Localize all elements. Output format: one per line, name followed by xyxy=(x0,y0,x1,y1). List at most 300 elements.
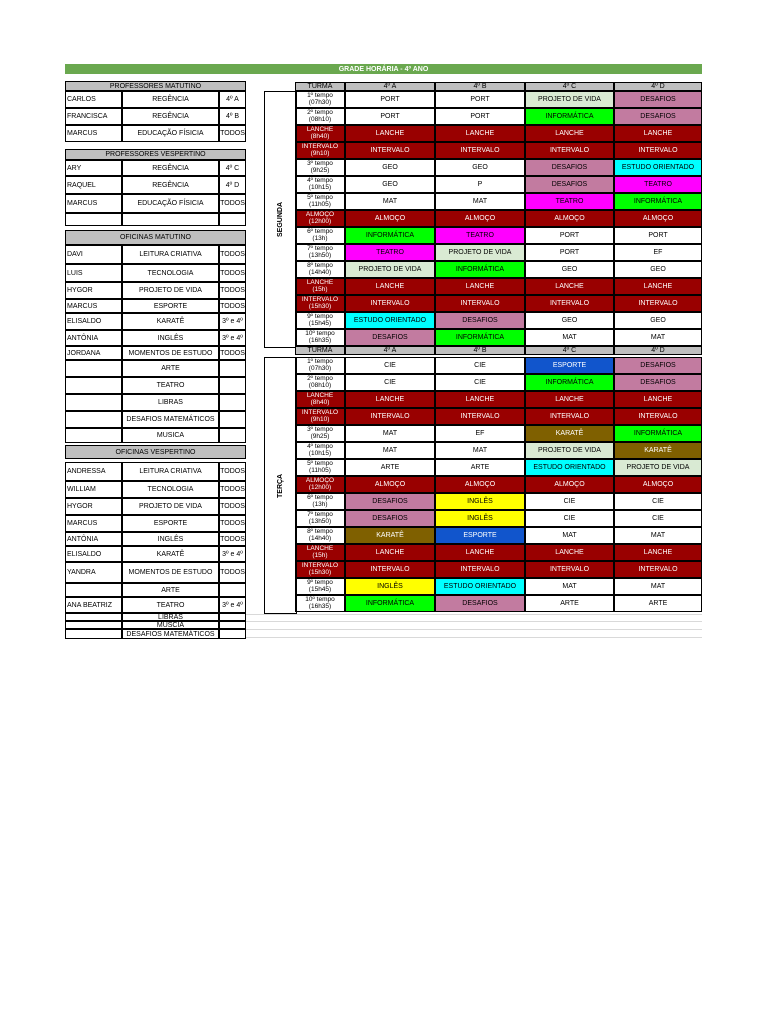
prof-mat-cell: REGÊNCIA xyxy=(122,108,219,125)
of-vesp-cell: TECNOLOGIA xyxy=(122,481,219,498)
time-slot xyxy=(295,108,345,125)
class-cell: PROJETO DE VIDA xyxy=(525,91,614,108)
class-cell: PORT xyxy=(525,244,614,261)
of-mat-cell xyxy=(65,411,122,428)
time-slot-line: 9º tempo xyxy=(307,579,333,586)
class-cell: PROJETO DE VIDA xyxy=(525,442,614,459)
class-cell: ALMOÇO xyxy=(614,476,702,493)
class-cell: INFORMÁTICA xyxy=(435,261,525,278)
grid-line xyxy=(246,637,702,638)
class-cell: INFORMÁTICA xyxy=(435,329,525,346)
time-slot xyxy=(295,91,345,108)
time-slot-line: 10º tempo xyxy=(305,596,335,603)
prof-vesp-cell: MARCUS xyxy=(65,194,122,213)
class-cell: CIE xyxy=(345,357,435,374)
class-cell: INTERVALO xyxy=(614,295,702,312)
class-cell: PORT xyxy=(435,108,525,125)
column-header: TURMA xyxy=(295,82,345,91)
of-mat-cell: MOMENTOS DE ESTUDO xyxy=(122,346,219,360)
time-slot-line: (8h40) xyxy=(310,398,330,406)
class-cell: PORT xyxy=(345,91,435,108)
time-slot xyxy=(295,261,345,278)
time-slot xyxy=(295,476,345,493)
time-slot-line: (10h15) xyxy=(308,183,332,191)
prof-mat-cell: 4º B xyxy=(219,108,246,125)
time-slot xyxy=(295,442,345,459)
time-slot-line: LANCHE xyxy=(306,279,334,286)
class-cell: ALMOÇO xyxy=(435,476,525,493)
of-vesp-cell: MARCUS xyxy=(65,515,122,532)
of-mat-cell: DESAFIOS MATEMÁTICOS xyxy=(122,411,219,428)
class-cell: PROJETO DE VIDA xyxy=(345,261,435,278)
of-vesp-cell: ELISALDO xyxy=(65,546,122,562)
class-cell: DESAFIOS xyxy=(345,329,435,346)
time-slot-line: (9h10) xyxy=(310,415,330,423)
of-vesp-cell: KARATÊ xyxy=(122,546,219,562)
time-slot-line: (15h) xyxy=(312,285,328,293)
class-cell: TEATRO xyxy=(614,176,702,193)
time-slot-line: 8º tempo xyxy=(307,262,333,269)
class-cell: LANCHE xyxy=(435,544,525,561)
class-cell: PORT xyxy=(614,227,702,244)
time-slot-line: INTERVALO xyxy=(301,296,339,303)
class-cell: INTERVALO xyxy=(435,561,525,578)
time-slot-line: (15h45) xyxy=(308,319,332,327)
class-cell: INTERVALO xyxy=(525,561,614,578)
of-vesp-cell: INGLÊS xyxy=(122,532,219,546)
of-mat-cell xyxy=(65,428,122,443)
class-cell: LANCHE xyxy=(435,125,525,142)
of-mat-cell xyxy=(219,360,246,377)
time-slot xyxy=(295,544,345,561)
class-cell: ESPORTE xyxy=(435,527,525,544)
time-slot-line: (15h) xyxy=(312,551,328,559)
time-slot-line: (07h30) xyxy=(308,98,332,106)
empty-cell xyxy=(65,213,122,226)
prof-vesp-cell: TODOS xyxy=(219,194,246,213)
class-cell: LANCHE xyxy=(525,544,614,561)
class-cell: DESAFIOS xyxy=(435,595,525,612)
class-cell: LANCHE xyxy=(614,391,702,408)
time-slot xyxy=(295,459,345,476)
class-cell: INGLÊS xyxy=(435,510,525,527)
class-cell: PORT xyxy=(435,91,525,108)
of-vesp-cell: ANA BEATRIZ xyxy=(65,597,122,613)
time-slot-line: INTERVALO xyxy=(301,409,339,416)
time-slot xyxy=(295,425,345,442)
time-slot-line: 6º tempo xyxy=(307,494,333,501)
class-cell: DESAFIOS xyxy=(525,159,614,176)
class-cell: MAT xyxy=(614,578,702,595)
time-slot-line: (07h30) xyxy=(308,364,332,372)
class-cell: INTERVALO xyxy=(525,295,614,312)
class-cell: INTERVALO xyxy=(345,408,435,425)
of-vesp-cell xyxy=(65,629,122,639)
prof-vesp-cell: 4º D xyxy=(219,176,246,194)
class-cell: MAT xyxy=(525,578,614,595)
class-cell: MAT xyxy=(614,527,702,544)
of-vesp-cell: MOMENTOS DE ESTUDO xyxy=(122,562,219,583)
class-cell: MAT xyxy=(345,193,435,210)
class-cell: INTERVALO xyxy=(345,142,435,159)
time-slot xyxy=(295,125,345,142)
time-slot-line: (08h10) xyxy=(308,381,332,389)
time-slot-line: 7º tempo xyxy=(307,511,333,518)
class-cell: INFORMÁTICA xyxy=(614,425,702,442)
class-cell: MAT xyxy=(435,193,525,210)
time-slot-line: (16h35) xyxy=(308,336,332,344)
class-cell: LANCHE xyxy=(435,391,525,408)
prof-mat-cell: TODOS xyxy=(219,125,246,142)
class-cell: INGLÊS xyxy=(435,493,525,510)
of-vesp-cell: MÚSCIA xyxy=(122,621,219,629)
class-cell: MAT xyxy=(525,329,614,346)
column-header: 4º A xyxy=(345,82,435,91)
time-slot-line: INTERVALO xyxy=(301,562,339,569)
of-vesp-cell xyxy=(65,621,122,629)
empty-cell xyxy=(219,213,246,226)
time-slot-line: LANCHE xyxy=(306,126,334,133)
class-cell: PORT xyxy=(345,108,435,125)
empty-cell xyxy=(122,213,219,226)
class-cell: DESAFIOS xyxy=(614,108,702,125)
time-slot-line: (9h25) xyxy=(310,166,330,174)
time-slot-line: 3º tempo xyxy=(307,160,333,167)
class-cell: LANCHE xyxy=(345,125,435,142)
prof-vesp-cell: REGÊNCIA xyxy=(122,176,219,194)
prof-vesp-cell: 4º C xyxy=(219,160,246,176)
of-vesp-cell xyxy=(219,583,246,597)
time-slot-line: 10º tempo xyxy=(305,330,335,337)
class-cell: ALMOÇO xyxy=(525,476,614,493)
time-slot xyxy=(295,142,345,159)
class-cell: KARATÊ xyxy=(345,527,435,544)
time-slot-line: 2º tempo xyxy=(307,375,333,382)
class-cell: GEO xyxy=(525,261,614,278)
time-slot-line: (14h40) xyxy=(308,268,332,276)
class-cell: INTERVALO xyxy=(525,408,614,425)
time-slot xyxy=(295,244,345,261)
of-vesp-cell: LIBRAS xyxy=(122,613,219,621)
time-slot-line: (15h30) xyxy=(308,568,332,576)
time-slot-line: 9º tempo xyxy=(307,313,333,320)
class-cell: INTERVALO xyxy=(614,561,702,578)
time-slot-line: (13h) xyxy=(312,500,328,508)
class-cell: INTERVALO xyxy=(435,142,525,159)
time-slot-line: (15h30) xyxy=(308,302,332,310)
class-cell: ARTE xyxy=(614,595,702,612)
class-cell: PROJETO DE VIDA xyxy=(614,459,702,476)
section-header-of-mat: OFICINAS MATUTINO xyxy=(65,230,246,245)
class-cell: CIE xyxy=(614,493,702,510)
time-slot-line: INTERVALO xyxy=(301,143,339,150)
class-cell: ESTUDO ORIENTADO xyxy=(435,578,525,595)
class-cell: MAT xyxy=(345,425,435,442)
of-mat-cell xyxy=(65,394,122,411)
time-slot xyxy=(295,176,345,193)
of-mat-cell: ANTÔNIA xyxy=(65,330,122,346)
day-label: TERÇA xyxy=(264,357,297,614)
of-mat-cell: 3º e 4º xyxy=(219,330,246,346)
class-cell: ALMOÇO xyxy=(345,210,435,227)
class-cell: LANCHE xyxy=(345,278,435,295)
of-vesp-cell: TODOS xyxy=(219,481,246,498)
column-header: 4º B xyxy=(435,346,525,355)
time-slot-line: (11h05) xyxy=(309,466,331,474)
class-cell: GEO xyxy=(435,159,525,176)
time-slot-line: ALMOÇO xyxy=(305,477,335,484)
class-cell: ALMOÇO xyxy=(525,210,614,227)
time-slot-line: (14h40) xyxy=(308,534,332,542)
time-slot-line: (15h45) xyxy=(308,585,332,593)
column-header: 4º D xyxy=(614,346,702,355)
class-cell: EF xyxy=(435,425,525,442)
of-mat-cell xyxy=(219,428,246,443)
class-cell: DESAFIOS xyxy=(435,312,525,329)
class-cell: ALMOÇO xyxy=(345,476,435,493)
of-vesp-cell: LEITURA CRIATIVA xyxy=(122,462,219,481)
class-cell: INFORMÁTICA xyxy=(525,108,614,125)
class-cell: INTERVALO xyxy=(614,408,702,425)
time-slot xyxy=(295,312,345,329)
time-slot-line: (12h00) xyxy=(308,217,332,225)
time-slot-line: (16h35) xyxy=(308,602,332,610)
class-cell: DESAFIOS xyxy=(614,91,702,108)
class-cell: INFORMÁTICA xyxy=(525,374,614,391)
class-cell: CIE xyxy=(345,374,435,391)
class-cell: INFORMÁTICA xyxy=(345,227,435,244)
of-mat-cell: TODOS xyxy=(219,264,246,282)
of-mat-cell: LEITURA CRIATIVA xyxy=(122,245,219,264)
time-slot-line: (9h10) xyxy=(310,149,330,157)
class-cell: ALMOÇO xyxy=(435,210,525,227)
class-cell: GEO xyxy=(614,261,702,278)
class-cell: KARATÊ xyxy=(614,442,702,459)
prof-vesp-cell: ARY xyxy=(65,160,122,176)
class-cell: CIE xyxy=(435,374,525,391)
class-cell: ARTE xyxy=(345,459,435,476)
time-slot xyxy=(295,510,345,527)
time-slot-line: 2º tempo xyxy=(307,109,333,116)
time-slot-line: LANCHE xyxy=(306,392,334,399)
column-header: TURMA xyxy=(295,346,345,355)
class-cell: GEO xyxy=(345,159,435,176)
time-slot-line: 6º tempo xyxy=(307,228,333,235)
time-slot xyxy=(295,408,345,425)
time-slot xyxy=(295,578,345,595)
time-slot-line: 7º tempo xyxy=(307,245,333,252)
time-slot-line: (13h) xyxy=(312,234,328,242)
class-cell: ESTUDO ORIENTADO xyxy=(614,159,702,176)
class-cell: EF xyxy=(614,244,702,261)
of-vesp-cell xyxy=(65,583,122,597)
time-slot-line: 8º tempo xyxy=(307,528,333,535)
class-cell: LANCHE xyxy=(525,278,614,295)
of-mat-cell xyxy=(65,360,122,377)
time-slot-line: (10h15) xyxy=(308,449,332,457)
prof-vesp-cell: EDUCAÇÃO FÍSICIA xyxy=(122,194,219,213)
class-cell: LANCHE xyxy=(345,391,435,408)
of-vesp-cell: WILLIAM xyxy=(65,481,122,498)
class-cell: CIE xyxy=(614,510,702,527)
column-header: 4º C xyxy=(525,82,614,91)
of-vesp-cell xyxy=(219,629,246,639)
time-slot-line: 3º tempo xyxy=(307,426,333,433)
page-title: GRADE HORÁRIA - 4º ANO xyxy=(65,64,702,74)
time-slot xyxy=(295,595,345,612)
time-slot xyxy=(295,329,345,346)
time-slot-line: 4º tempo xyxy=(307,177,333,184)
prof-mat-cell: CARLOS xyxy=(65,91,122,108)
class-cell: DESAFIOS xyxy=(345,493,435,510)
class-cell: KARATÊ xyxy=(525,425,614,442)
of-mat-cell: TEATRO xyxy=(122,377,219,394)
column-header: 4º D xyxy=(614,82,702,91)
time-slot-line: (12h00) xyxy=(308,483,332,491)
class-cell: INGLÊS xyxy=(345,578,435,595)
of-mat-cell: DAVI xyxy=(65,245,122,264)
of-mat-cell: TODOS xyxy=(219,245,246,264)
of-vesp-cell: PROJETO DE VIDA xyxy=(122,498,219,515)
time-slot xyxy=(295,295,345,312)
grid-line xyxy=(246,621,702,622)
class-cell: DESAFIOS xyxy=(614,357,702,374)
prof-mat-cell: EDUCAÇÃO FÍSICIA xyxy=(122,125,219,142)
of-mat-cell: TODOS xyxy=(219,346,246,360)
class-cell: P xyxy=(435,176,525,193)
time-slot xyxy=(295,227,345,244)
of-mat-cell: TODOS xyxy=(219,299,246,313)
time-slot-line: LANCHE xyxy=(306,545,334,552)
of-vesp-cell: TODOS xyxy=(219,498,246,515)
of-vesp-cell: TODOS xyxy=(219,462,246,481)
class-cell: TEATRO xyxy=(435,227,525,244)
grid-line xyxy=(246,614,702,615)
section-header-prof-mat: PROFESSORES MATUTINO xyxy=(65,81,246,91)
day-label: SEGUNDA xyxy=(264,91,297,348)
time-slot-line: (13h50) xyxy=(308,517,332,525)
of-mat-cell: LIBRAS xyxy=(122,394,219,411)
of-mat-cell xyxy=(219,411,246,428)
time-slot xyxy=(295,210,345,227)
class-cell: ESTUDO ORIENTADO xyxy=(525,459,614,476)
of-mat-cell: KARATÊ xyxy=(122,313,219,330)
class-cell: ARTE xyxy=(525,595,614,612)
class-cell: INFORMÁTICA xyxy=(345,595,435,612)
grid-line xyxy=(246,629,702,630)
time-slot xyxy=(295,493,345,510)
section-header-of-vesp: OFICINAS VESPERTINO xyxy=(65,445,246,459)
class-cell: INTERVALO xyxy=(435,295,525,312)
time-slot-line: (8h40) xyxy=(310,132,330,140)
column-header: 4º B xyxy=(435,82,525,91)
of-vesp-cell: TODOS xyxy=(219,532,246,546)
of-mat-cell: TECNOLOGIA xyxy=(122,264,219,282)
of-mat-cell: MUSICA xyxy=(122,428,219,443)
class-cell: INTERVALO xyxy=(614,142,702,159)
time-slot xyxy=(295,357,345,374)
time-slot xyxy=(295,374,345,391)
of-vesp-cell: HYGOR xyxy=(65,498,122,515)
time-slot-line: 5º tempo xyxy=(307,460,333,467)
class-cell: MAT xyxy=(345,442,435,459)
class-cell: INTERVALO xyxy=(345,561,435,578)
class-cell: INTERVALO xyxy=(435,408,525,425)
of-mat-cell xyxy=(219,394,246,411)
class-cell: ESPORTE xyxy=(525,357,614,374)
time-slot xyxy=(295,278,345,295)
prof-mat-cell: FRANCISCA xyxy=(65,108,122,125)
of-vesp-cell: TODOS xyxy=(219,515,246,532)
of-mat-cell: LUIS xyxy=(65,264,122,282)
class-cell: ALMOÇO xyxy=(614,210,702,227)
class-cell: ARTE xyxy=(435,459,525,476)
prof-mat-cell: MARCUS xyxy=(65,125,122,142)
time-slot xyxy=(295,193,345,210)
of-vesp-cell: 3º e 4º xyxy=(219,546,246,562)
time-slot-line: 1º tempo xyxy=(307,358,333,365)
time-slot-line: (08h10) xyxy=(308,115,332,123)
of-vesp-cell xyxy=(219,621,246,629)
of-mat-cell: ESPORTE xyxy=(122,299,219,313)
class-cell: LANCHE xyxy=(525,125,614,142)
class-cell: PROJETO DE VIDA xyxy=(435,244,525,261)
class-cell: MAT xyxy=(525,527,614,544)
of-mat-cell: TODOS xyxy=(219,282,246,299)
class-cell: LANCHE xyxy=(525,391,614,408)
class-cell: CIE xyxy=(435,357,525,374)
class-cell: CIE xyxy=(525,510,614,527)
class-cell: INFORMÁTICA xyxy=(614,193,702,210)
of-mat-cell: HYGOR xyxy=(65,282,122,299)
prof-vesp-cell: RAQUEL xyxy=(65,176,122,194)
of-mat-cell: ELISALDO xyxy=(65,313,122,330)
time-slot xyxy=(295,561,345,578)
time-slot-line: 1º tempo xyxy=(307,92,333,99)
class-cell: ESTUDO ORIENTADO xyxy=(345,312,435,329)
prof-vesp-cell: REGÊNCIA xyxy=(122,160,219,176)
class-cell: INTERVALO xyxy=(525,142,614,159)
class-cell: TEATRO xyxy=(345,244,435,261)
of-vesp-cell: 3º e 4º xyxy=(219,597,246,613)
class-cell: DESAFIOS xyxy=(614,374,702,391)
prof-mat-cell: 4º A xyxy=(219,91,246,108)
class-cell: PORT xyxy=(525,227,614,244)
of-mat-cell: 3º e 4º xyxy=(219,313,246,330)
time-slot xyxy=(295,527,345,544)
of-vesp-cell: TEATRO xyxy=(122,597,219,613)
section-header-prof-vesp: PROFESSORES VESPERTINO xyxy=(65,149,246,160)
time-slot-line: (9h25) xyxy=(310,432,330,440)
prof-mat-cell: REGÊNCIA xyxy=(122,91,219,108)
class-cell: LANCHE xyxy=(614,278,702,295)
class-cell: GEO xyxy=(614,312,702,329)
time-slot-line: (11h05) xyxy=(309,200,331,208)
of-vesp-cell: ESPORTE xyxy=(122,515,219,532)
class-cell: GEO xyxy=(345,176,435,193)
class-cell: MAT xyxy=(614,329,702,346)
of-vesp-cell: ANTÔNIA xyxy=(65,532,122,546)
of-vesp-cell: ARTE xyxy=(122,583,219,597)
column-header: 4º A xyxy=(345,346,435,355)
class-cell: LANCHE xyxy=(614,125,702,142)
of-vesp-cell: DESAFIOS MATEMÁTICOS xyxy=(122,629,219,639)
class-cell: LANCHE xyxy=(435,278,525,295)
of-mat-cell: JORDANA xyxy=(65,346,122,360)
of-vesp-cell: TODOS xyxy=(219,562,246,583)
class-cell: LANCHE xyxy=(345,544,435,561)
of-vesp-cell: ANDRESSA xyxy=(65,462,122,481)
